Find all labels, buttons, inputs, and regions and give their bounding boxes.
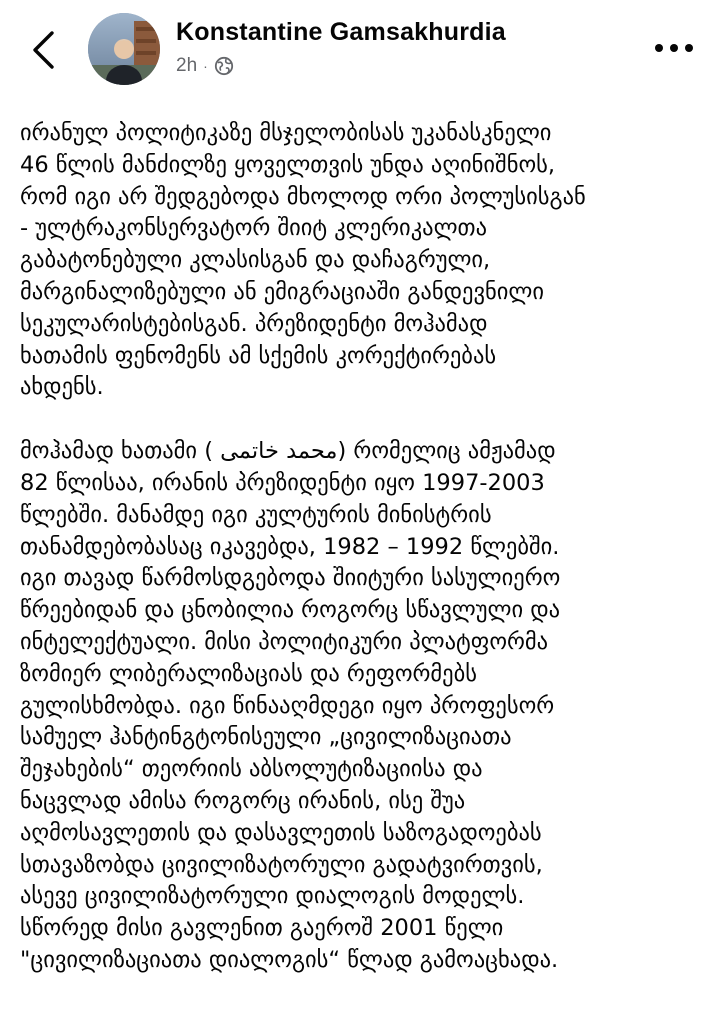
post-paragraph-1: ირანულ პოლიტიკაზე მსჯელობისას უკანასკნელი 46 წლის მანძილზე ყოველთვის უნდა აღინიშნოს, რომ იგი არ შედგებოდა მხოლოდ ორი პოლუსისგან - ულტრაკონსერვატორ შიიტ კლერიკალთა გაბატონებული კლასისგან და დაჩაგრული, მარგინალიზებული ან ემიგრაციაში განდევნილი სეკულარისტებისგან. პრეზიდენტი მოჰამად ხათამის ფენომენს ამ სქემის კორექტირებას ახდენს.	[20, 120, 586, 401]
avatar-photo	[88, 13, 160, 85]
author-name[interactable]: Konstantine Gamsakhurdia	[176, 18, 506, 46]
chevron-left-icon	[31, 30, 57, 70]
avatar[interactable]	[88, 13, 160, 85]
back-button[interactable]	[22, 26, 66, 74]
more-horizontal-icon	[654, 43, 694, 53]
more-options-button[interactable]	[652, 36, 696, 60]
post-paragraph-2: მოჰამად ხათამი ( محمد خاتمی) რომელიც ამჟამად 82 წლისაა, ირანის პრეზიდენტი იყო 1997-2003 წლებში. მანამდე იგი კულტურის მინისტრის თანამდებობასაც იკავებდა, 1982 – 1992 წლებში. იგი თავად წარმოსდგებოდა შიიტური სასულიერო წრეებიდან და ცნობილია როგორც სწავლული და ინტელექტუალი. მისი პოლიტიკური პლატფორმა ზომიერ ლიბერალიზაციას და რეფორმებს გულისხმობდა. იგი წინააღმდეგი იყო პროფესორ სამუელ ჰანტინგტონისეული „ცივილიზაციათა შეჯახების“ თეორიის აბსოლუტიზაციისა და ნაცვლად ამისა როგორც ირანის, ისე შუა აღმოსავლეთის და დასავლეთის საზოგადოებას სთავაზობდა ცივილიზატორული გადატვირთვის, ასევე ცივილიზატორული დიალოგის მოდელს. სწორედ მისი გავლენით გაეროშ 2001 წელი "ცივილიზაციათა დიალოგის“ წლად გამოაცხადა.	[20, 438, 561, 973]
post-header	[0, 0, 721, 100]
post-text	[20, 118, 710, 977]
globe-icon	[214, 56, 234, 76]
meta-separator: ·	[203, 58, 208, 74]
post-timestamp[interactable]: 2h	[176, 55, 198, 76]
post-meta	[176, 55, 234, 77]
